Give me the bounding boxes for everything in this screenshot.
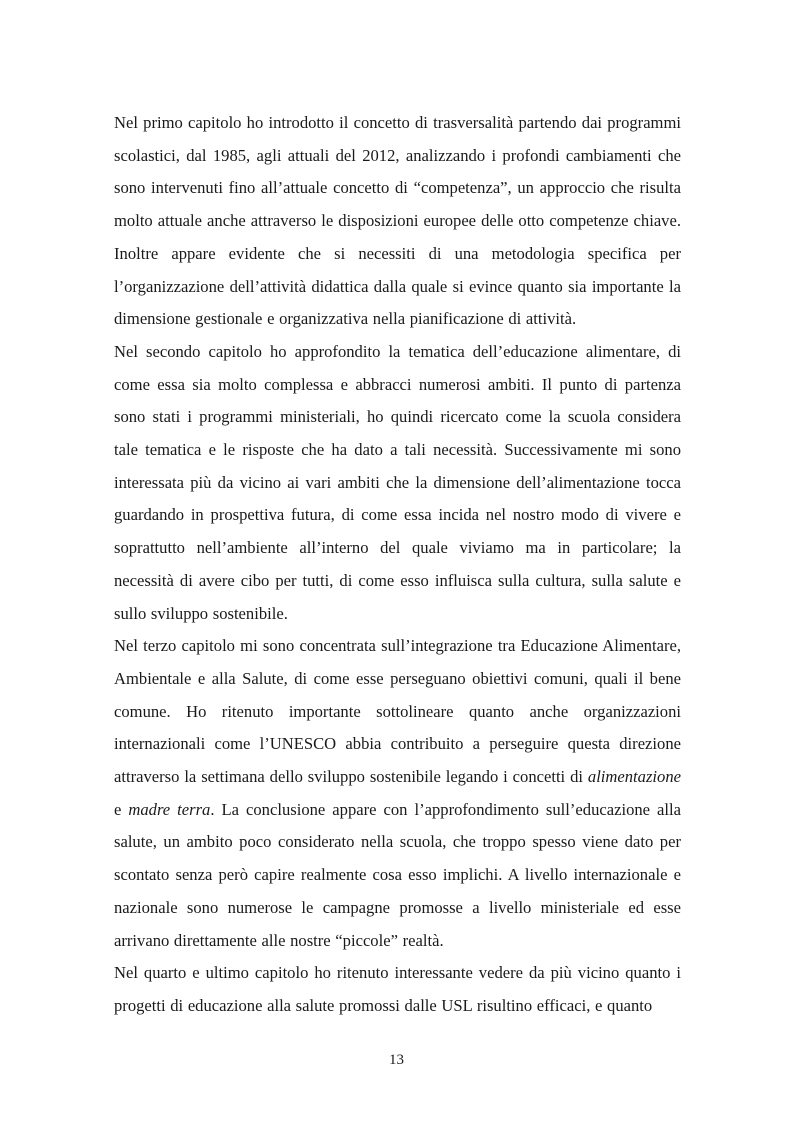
paragraph-fourth-chapter: Nel quarto e ultimo capitolo ho ritenuto interessante vedere da più vicino quanto i progetti di educazione alla salute promossi dalle USL risultino efficaci, e quanto [114,963,681,1015]
paragraph-third-chapter [114,630,681,957]
body-text [114,107,681,1023]
page-number: 13 [389,1052,404,1068]
paragraph-first-chapter: Nel primo capitolo ho introdotto il concetto di trasversalità partendo dai programmi scolastici, dal 1985, agli attuali del 2012, analizzando i profondi cambiamenti che sono intervenuti fino all’attuale concetto di “competenza”, un approccio che risulta molto attuale anche attraverso le disposizioni europee delle otto competenze chiave. Inoltre appare evidente che si necessiti di una metodologia specifica per l’organizzazione dell’attività didattica dalla quale si evince quanto sia importante la dimensione gestionale e organizzativa nella pianificazione di attività. [114,113,681,329]
emphasis-alimentazione: alimentazione [587,767,681,787]
emphasis-madre-terra: madre terra [128,799,211,819]
paragraph-third-text-middle: e [114,799,129,819]
paragraph-second-chapter: Nel secondo capitolo ho approfondito la tematica dell’educazione alimentare, di come essa sia molto complessa e abbracci numerosi ambiti. Il punto di partenza sono stati i programmi ministeriali, ho quindi ricercato come la scuola considera tale tematica e le risposte che ha dato a tali necessità. Successivamente mi sono interessata più da vicino ai vari ambiti che la dimensione dell’alimentazione tocca guardando in prospettiva futura, di come essa incida nel nostro modo di vivere e soprattutto nell’ambiente all’interno del quale viviamo ma in particolare; la necessità di avere cibo per tutti, di come esso influisca sulla cultura, sulla salute e sullo sviluppo sostenibile. [114,341,681,623]
paragraph-third-text-before: Nel terzo capitolo mi sono concentrata sull’integrazione tra Educazione Alimentare, Ambientale e alla Salute, di come esse perseguano obiettivi comuni, quali il bene comune. Ho ritenuto importante sottolineare quanto anche organizzazioni internazionali come l’UNESCO abbia contribuito a perseguire questa direzione attraverso la settimana dello sviluppo sostenibile legando i concetti di [114,636,681,787]
paragraph-third-text-after: . La conclusione appare con l’approfondimento sull’educazione alla salute, un ambito poco considerato nella scuola, che troppo spesso viene dato per scontato senza però capire realmente cosa esso implichi. A livello internazionale e nazionale sono numerose le campagne promosse a livello ministeriale ed esse arrivano direttamente alle nostre “piccole” realtà. [114,799,681,950]
